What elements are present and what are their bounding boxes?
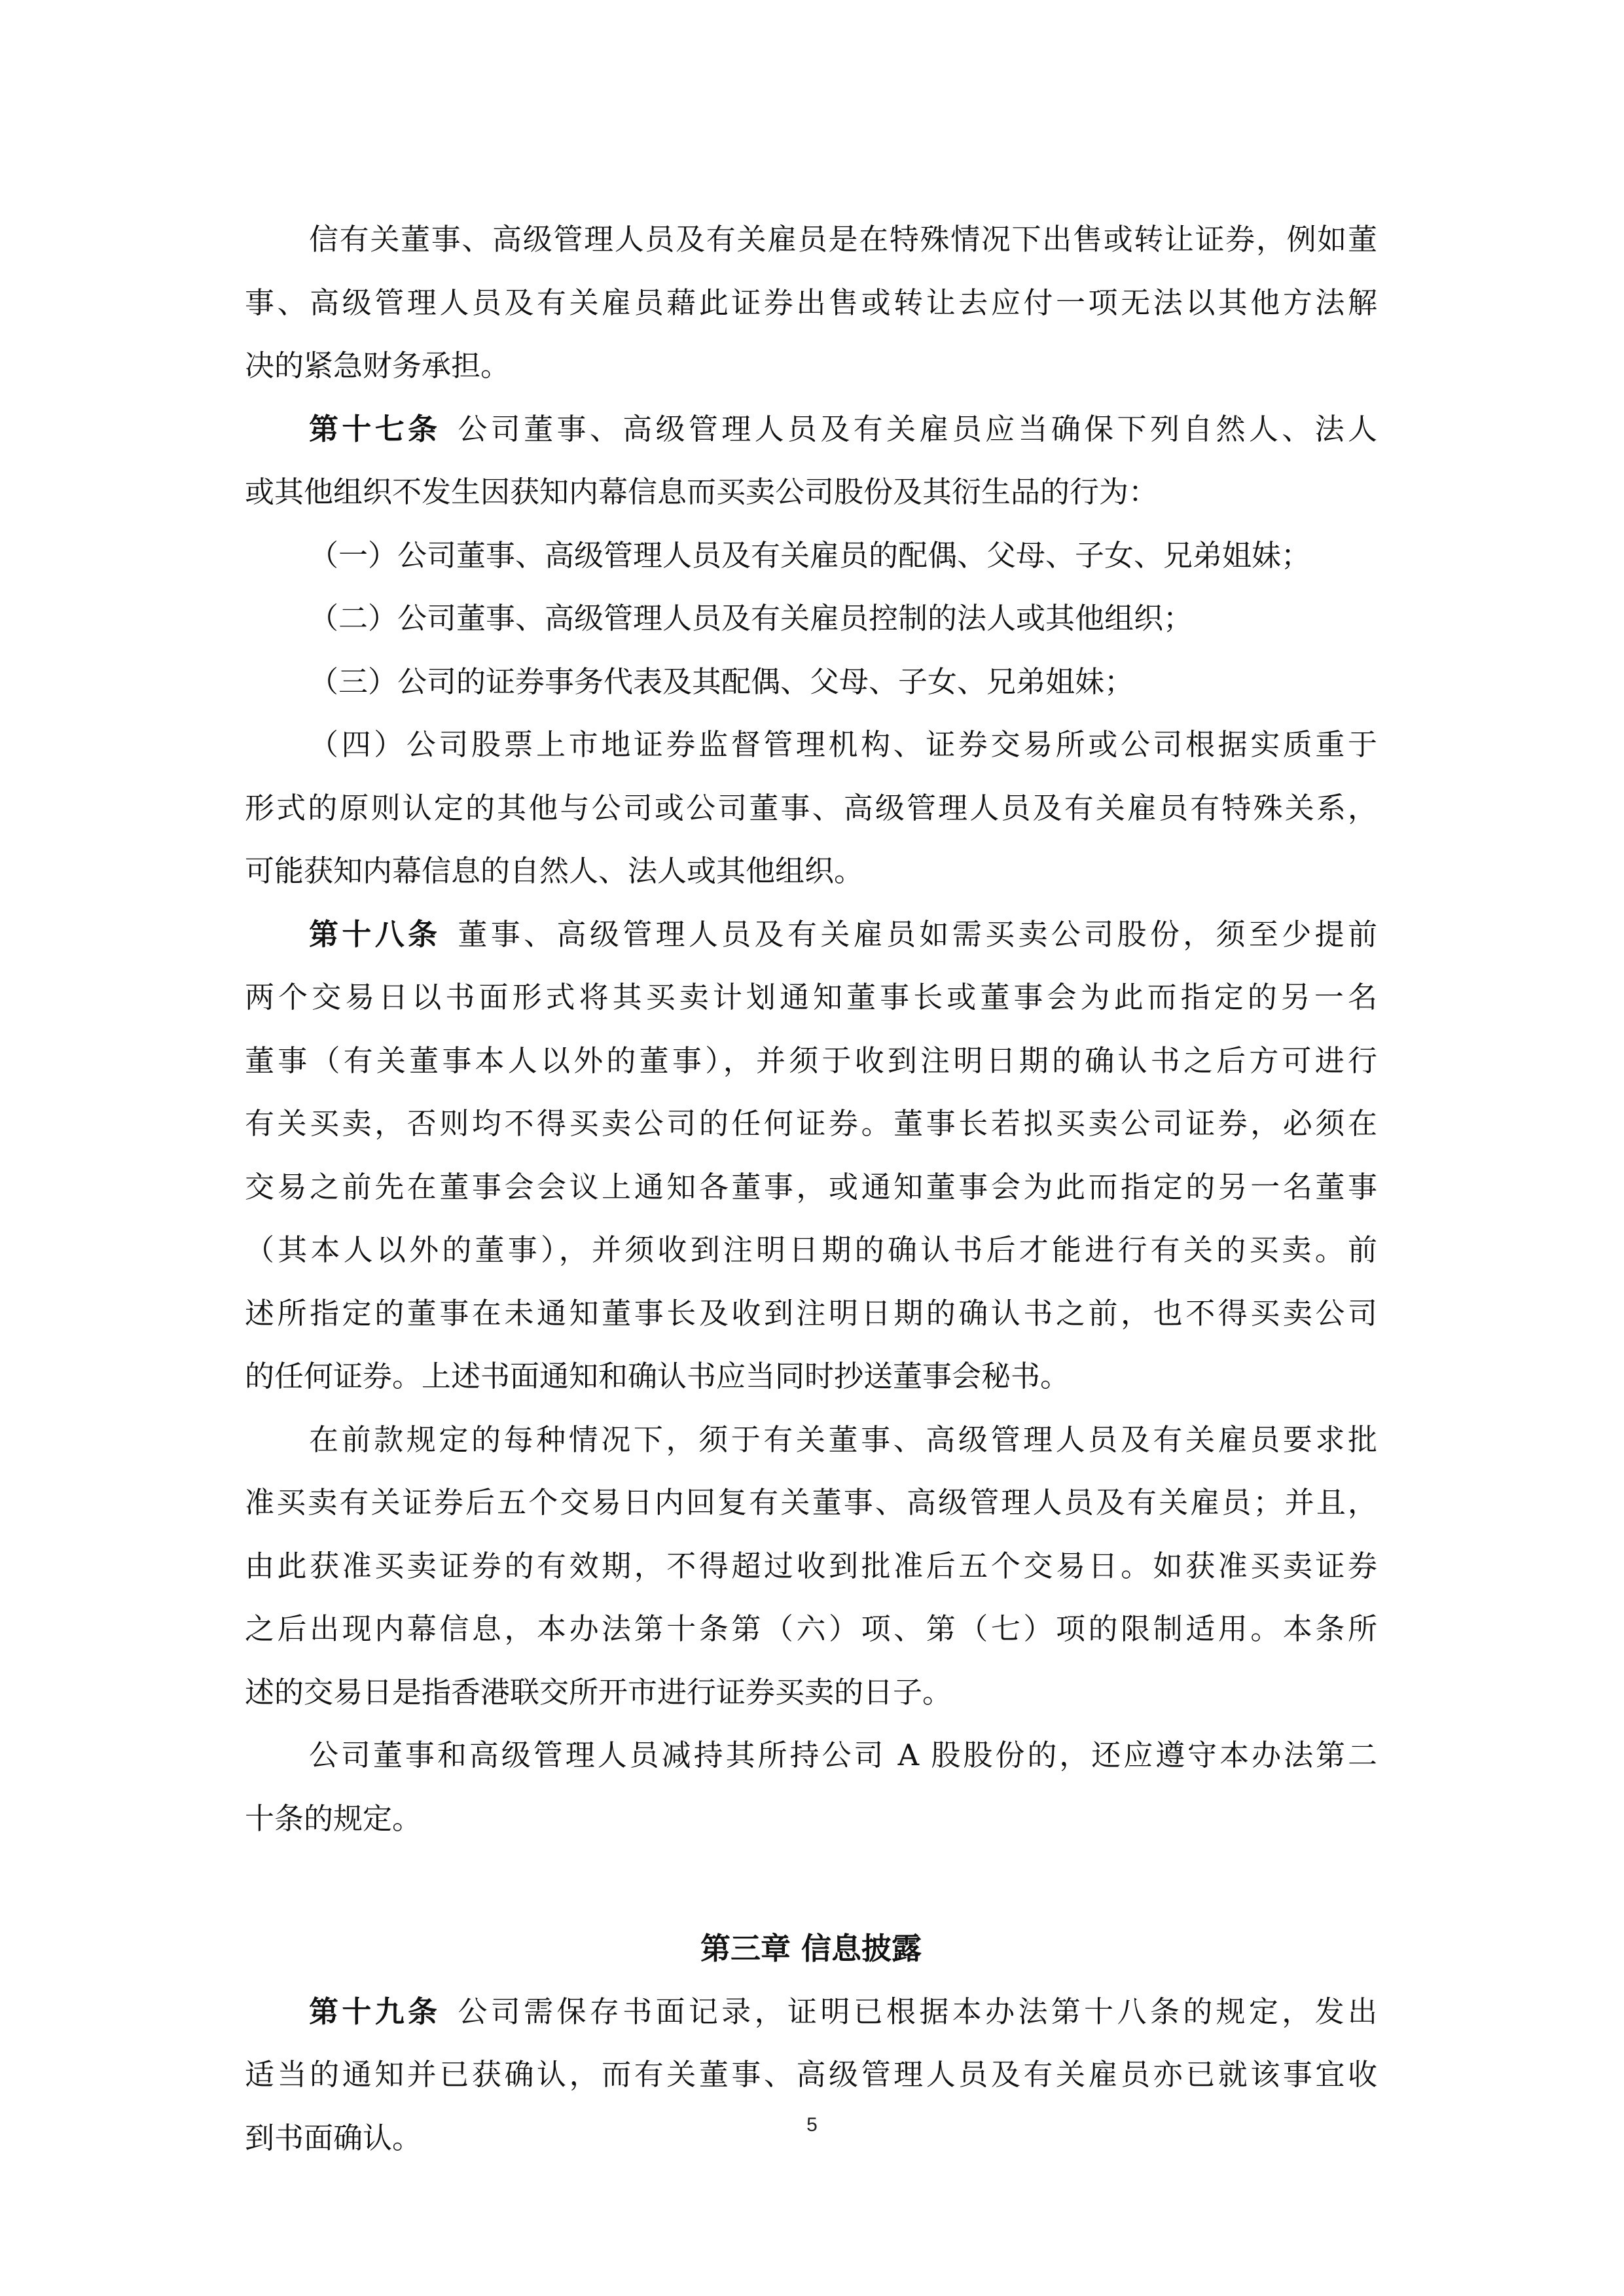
text-line bbox=[245, 587, 1377, 651]
text-line bbox=[245, 1282, 1377, 1346]
paragraph bbox=[245, 524, 1377, 588]
text-line bbox=[245, 1408, 1377, 1472]
line-text: 述所指定的董事在未通知董事长及收到注明日期的确认书之前，也不得买卖公司 bbox=[245, 1295, 1377, 1331]
line-text: 到书面确认。 bbox=[245, 2120, 422, 2155]
text-line bbox=[245, 398, 1377, 461]
text-line bbox=[245, 272, 1377, 335]
text-line bbox=[245, 713, 1377, 777]
line-text: 董事、高级管理人员及有关雇员如需买卖公司股份，须至少提前 bbox=[458, 916, 1377, 952]
paragraph bbox=[245, 398, 1377, 524]
line-text: 信有关董事、高级管理人员及有关雇员是在特殊情况下出售或转让证券，例如董 bbox=[309, 222, 1377, 257]
line-text: 准买卖有关证券后五个交易日内回复有关董事、高级管理人员及有关雇员；并且， bbox=[245, 1485, 1377, 1520]
line-text: 事、高级管理人员及有关雇员藉此证券出售或转让去应付一项无法以其他方法解 bbox=[245, 285, 1377, 320]
line-text: 由此获准买卖证券的有效期，不得超过收到批准后五个交易日。如获准买卖证券 bbox=[245, 1548, 1377, 1583]
line-text: （四）公司股票上市地证券监督管理机构、证券交易所或公司根据实质重于 bbox=[309, 727, 1377, 762]
text-line bbox=[245, 903, 1377, 967]
paragraph bbox=[245, 651, 1377, 714]
line-text: 在前款规定的每种情况下，须于有关董事、高级管理人员及有关雇员要求批 bbox=[309, 1422, 1377, 1457]
line-text: （其本人以外的董事），并须收到注明日期的确认书后才能进行有关的买卖。前 bbox=[245, 1232, 1377, 1267]
line-text: 决的紧急财务承担。 bbox=[245, 348, 511, 383]
paragraph bbox=[245, 1981, 1377, 2170]
line-text: 两个交易日以书面形式将其买卖计划通知董事长或董事会为此而指定的另一名 bbox=[245, 980, 1377, 1014]
text-line bbox=[245, 1981, 1377, 2044]
chapter-heading: 第三章 信息披露 bbox=[700, 1931, 922, 1966]
text-line bbox=[245, 1724, 1377, 1787]
paragraph bbox=[245, 1724, 1377, 1850]
line-text: （二）公司董事、高级管理人员及有关雇员控制的法人或其他组织； bbox=[309, 601, 1193, 636]
line-text: 的任何证券。上述书面通知和确认书应当同时抄送董事会秘书。 bbox=[245, 1359, 1070, 1393]
paragraph bbox=[245, 208, 1377, 398]
line-text: 公司董事和高级管理人员减持其所持公司 A 股股份的，还应遵守本办法第二 bbox=[309, 1738, 1377, 1772]
text-line bbox=[245, 1219, 1377, 1282]
line-text: 述的交易日是指香港联交所开市进行证券买卖的日子。 bbox=[245, 1674, 952, 1710]
article-number: 第十八条 bbox=[309, 916, 441, 952]
text-line bbox=[245, 1156, 1377, 1219]
line-text: 公司董事、高级管理人员及有关雇员应当确保下列自然人、法人 bbox=[458, 411, 1377, 446]
line-text: 形式的原则认定的其他与公司或公司董事、高级管理人员及有关雇员有特殊关系， bbox=[245, 790, 1377, 825]
line-text: （一）公司董事、高级管理人员及有关雇员的配偶、父母、子女、兄弟姐妹； bbox=[309, 537, 1311, 573]
text-line bbox=[245, 208, 1377, 272]
article-number: 第十九条 bbox=[309, 1994, 441, 2029]
text-line bbox=[245, 966, 1377, 1030]
text-line bbox=[245, 1345, 1377, 1408]
line-text: 之后出现内幕信息，本办法第十条第（六）项、第（七）项的限制适用。本条所 bbox=[245, 1611, 1377, 1646]
text-line bbox=[245, 524, 1377, 588]
text-line bbox=[245, 2043, 1377, 2107]
line-text: 董事（有关董事本人以外的董事），并须于收到注明日期的确认书之后方可进行 bbox=[245, 1043, 1377, 1078]
text-line bbox=[245, 1030, 1377, 1093]
text-line bbox=[245, 777, 1377, 840]
paragraph bbox=[245, 903, 1377, 1408]
paragraph bbox=[245, 1408, 1377, 1725]
line-text: 十条的规定。 bbox=[245, 1801, 422, 1836]
text-line bbox=[245, 1661, 1377, 1725]
section-spacer bbox=[245, 1850, 1377, 1917]
text-line bbox=[245, 461, 1377, 524]
paragraph bbox=[245, 713, 1377, 903]
line-text: 公司需保存书面记录，证明已根据本办法第十八条的规定，发出 bbox=[458, 1994, 1377, 2029]
text-line bbox=[245, 1092, 1377, 1156]
text-line bbox=[245, 1471, 1377, 1535]
document-body bbox=[245, 208, 1377, 2170]
line-text: 或其他组织不发生因获知内幕信息而买卖公司股份及其衍生品的行为： bbox=[245, 475, 1159, 509]
text-line bbox=[245, 1598, 1377, 1661]
line-text: 有关买卖，否则均不得买卖公司的任何证券。董事长若拟买卖公司证券，必须在 bbox=[245, 1106, 1377, 1141]
article-number: 第十七条 bbox=[309, 411, 441, 446]
text-line bbox=[245, 334, 1377, 398]
text-line bbox=[245, 1787, 1377, 1851]
paragraph bbox=[245, 587, 1377, 651]
line-text: （三）公司的证券事务代表及其配偶、父母、子女、兄弟姐妹； bbox=[309, 664, 1134, 699]
text-line bbox=[245, 651, 1377, 714]
line-text: 可能获知内幕信息的自然人、法人或其他组织。 bbox=[245, 853, 864, 888]
line-text: 适当的通知并已获确认，而有关董事、高级管理人员及有关雇员亦已就该事宜收 bbox=[245, 2057, 1377, 2092]
page-number: 5 bbox=[806, 2114, 818, 2136]
text-line bbox=[245, 1535, 1377, 1598]
text-line bbox=[245, 840, 1377, 903]
line-text: 交易之前先在董事会会议上通知各董事，或通知董事会为此而指定的另一名董事 bbox=[245, 1169, 1377, 1204]
